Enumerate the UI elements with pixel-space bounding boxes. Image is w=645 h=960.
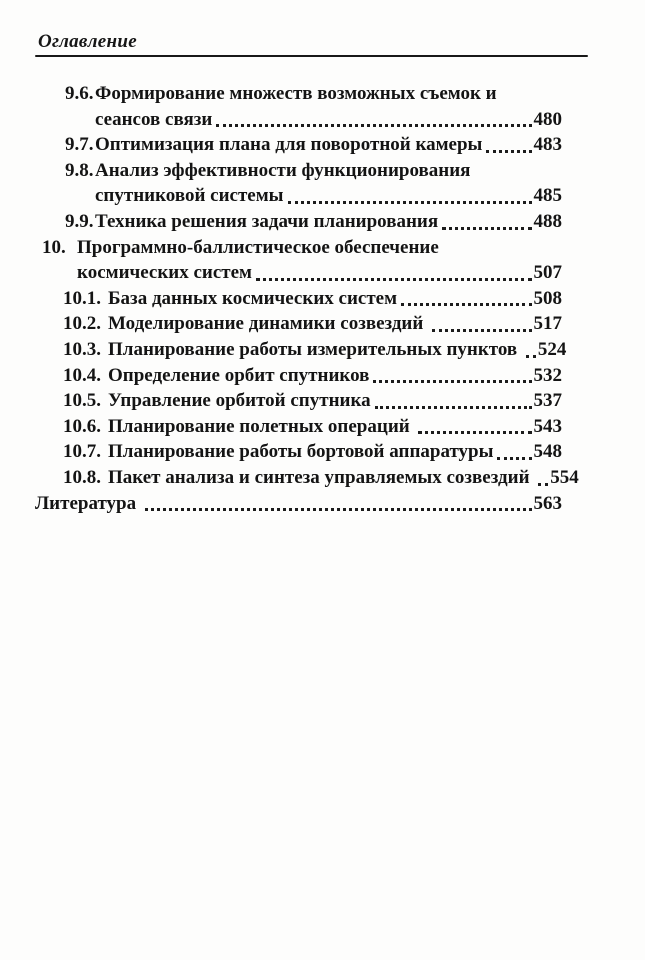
toc-entry-page: 507 xyxy=(533,262,562,284)
toc-entry-title: сеансов связи xyxy=(95,108,213,130)
toc-entry xyxy=(35,439,562,465)
toc-entry-last-line xyxy=(35,337,567,363)
toc-entry-number: 9.6. xyxy=(65,83,94,104)
toc-entry-page: 517 xyxy=(533,313,562,335)
toc-entry-title: Управление орбитой спутника xyxy=(108,390,371,412)
toc-entry-last-line xyxy=(35,209,562,235)
toc-entry-first-line xyxy=(35,235,562,261)
toc-entry-title: Формирование множеств возможных съемок и xyxy=(95,83,497,104)
toc-entry-last-line xyxy=(35,491,562,517)
header-rule xyxy=(35,55,588,57)
dot-leader xyxy=(375,388,532,414)
toc-entry-title: Пакет анализа и синтеза управляемых созвездий xyxy=(108,466,535,488)
toc-entry-page: 537 xyxy=(533,390,562,412)
toc-entry-page: 548 xyxy=(533,441,562,463)
toc-entry xyxy=(35,414,562,440)
toc-entry-last-line xyxy=(35,465,579,491)
toc-entry-number: 10.3. xyxy=(63,338,101,360)
toc-entry xyxy=(35,491,562,517)
toc-entry-last-line xyxy=(35,414,562,440)
toc-entry xyxy=(35,465,579,491)
toc-entry xyxy=(35,337,567,363)
toc-entry-last-line xyxy=(35,311,562,337)
dot-leader xyxy=(526,337,536,363)
toc-entry-title: Моделирование динамики созвездий xyxy=(108,313,429,335)
toc-entry-number: 9.8. xyxy=(65,159,94,181)
toc-entry-first-line xyxy=(35,158,562,184)
toc-entry-title: Оптимизация плана для поворотной камеры xyxy=(95,134,483,156)
toc-entry-title: космических систем xyxy=(77,262,252,284)
dot-leader xyxy=(288,183,532,209)
dot-leader xyxy=(418,414,531,440)
dot-leader xyxy=(401,286,531,312)
toc-entry xyxy=(35,286,562,312)
toc-entry-title: Планирование полетных операций xyxy=(108,415,415,437)
toc-entry-last-line xyxy=(35,183,562,209)
dot-leader xyxy=(145,491,532,517)
toc-entry-last-line xyxy=(35,286,562,312)
toc-entry-page: 485 xyxy=(533,185,562,207)
toc-entry xyxy=(35,209,562,235)
table-of-contents xyxy=(35,81,579,516)
page-header-title: Оглавление xyxy=(38,31,137,52)
toc-entry-last-line xyxy=(35,439,562,465)
toc-entry-page: 480 xyxy=(533,108,562,130)
toc-entry-number: 10. xyxy=(42,236,66,258)
dot-leader xyxy=(256,260,532,286)
toc-entry-number: 10.1. xyxy=(63,287,101,309)
toc-entry-page: 563 xyxy=(533,492,562,514)
toc-entry-number: 10.4. xyxy=(63,364,101,386)
toc-entry-title: Планирование работы бортовой аппаратуры xyxy=(108,441,494,463)
toc-entry-title: Программно-баллистическое обеспечение xyxy=(77,236,439,258)
toc-entry xyxy=(35,81,562,132)
toc-entry-number: 10.2. xyxy=(63,313,101,335)
toc-entry-title: Литература xyxy=(35,492,141,514)
toc-entry-page: 483 xyxy=(533,134,562,156)
toc-entry-page: 488 xyxy=(533,210,562,232)
dot-leader xyxy=(486,132,531,158)
dot-leader xyxy=(538,465,548,491)
toc-entry-number: 10.8. xyxy=(63,466,101,488)
toc-entry xyxy=(35,363,562,389)
toc-entry-number: 9.7. xyxy=(65,134,94,156)
toc-entry xyxy=(35,311,562,337)
dot-leader xyxy=(432,311,531,337)
toc-entry-title: Техника решения задачи планирования xyxy=(95,210,439,232)
toc-entry-first-line xyxy=(35,81,562,107)
toc-entry-title: Планирование работы измерительных пунктов xyxy=(108,338,522,360)
toc-entry-number: 10.6. xyxy=(63,415,101,437)
toc-entry-page: 532 xyxy=(533,364,562,386)
toc-entry-last-line xyxy=(35,107,562,133)
toc-entry-last-line xyxy=(35,388,562,414)
toc-entry xyxy=(35,388,562,414)
dot-leader xyxy=(442,209,531,235)
toc-entry-page: 508 xyxy=(533,287,562,309)
toc-entry-number: 10.5. xyxy=(63,390,101,412)
toc-entry xyxy=(35,158,562,209)
toc-entry-title: База данных космических систем xyxy=(108,287,398,309)
dot-leader xyxy=(373,363,531,389)
toc-entry-last-line xyxy=(35,132,562,158)
toc-entry-number: 9.9. xyxy=(65,210,94,232)
toc-entry-title: Анализ эффективности функционирования xyxy=(95,159,471,181)
toc-entry xyxy=(35,235,562,286)
dot-leader xyxy=(216,107,531,133)
toc-entry-title: Определение орбит спутников xyxy=(108,364,370,386)
toc-entry-title: спутниковой системы xyxy=(95,185,284,207)
toc-entry-number: 10.7. xyxy=(63,441,101,463)
toc-entry-last-line xyxy=(35,260,562,286)
dot-leader xyxy=(497,439,531,465)
toc-entry-page: 524 xyxy=(537,338,567,360)
toc-entry xyxy=(35,132,562,158)
toc-entry-page: 543 xyxy=(533,415,562,437)
toc-entry-page: 554 xyxy=(550,466,579,488)
toc-entry-last-line xyxy=(35,363,562,389)
